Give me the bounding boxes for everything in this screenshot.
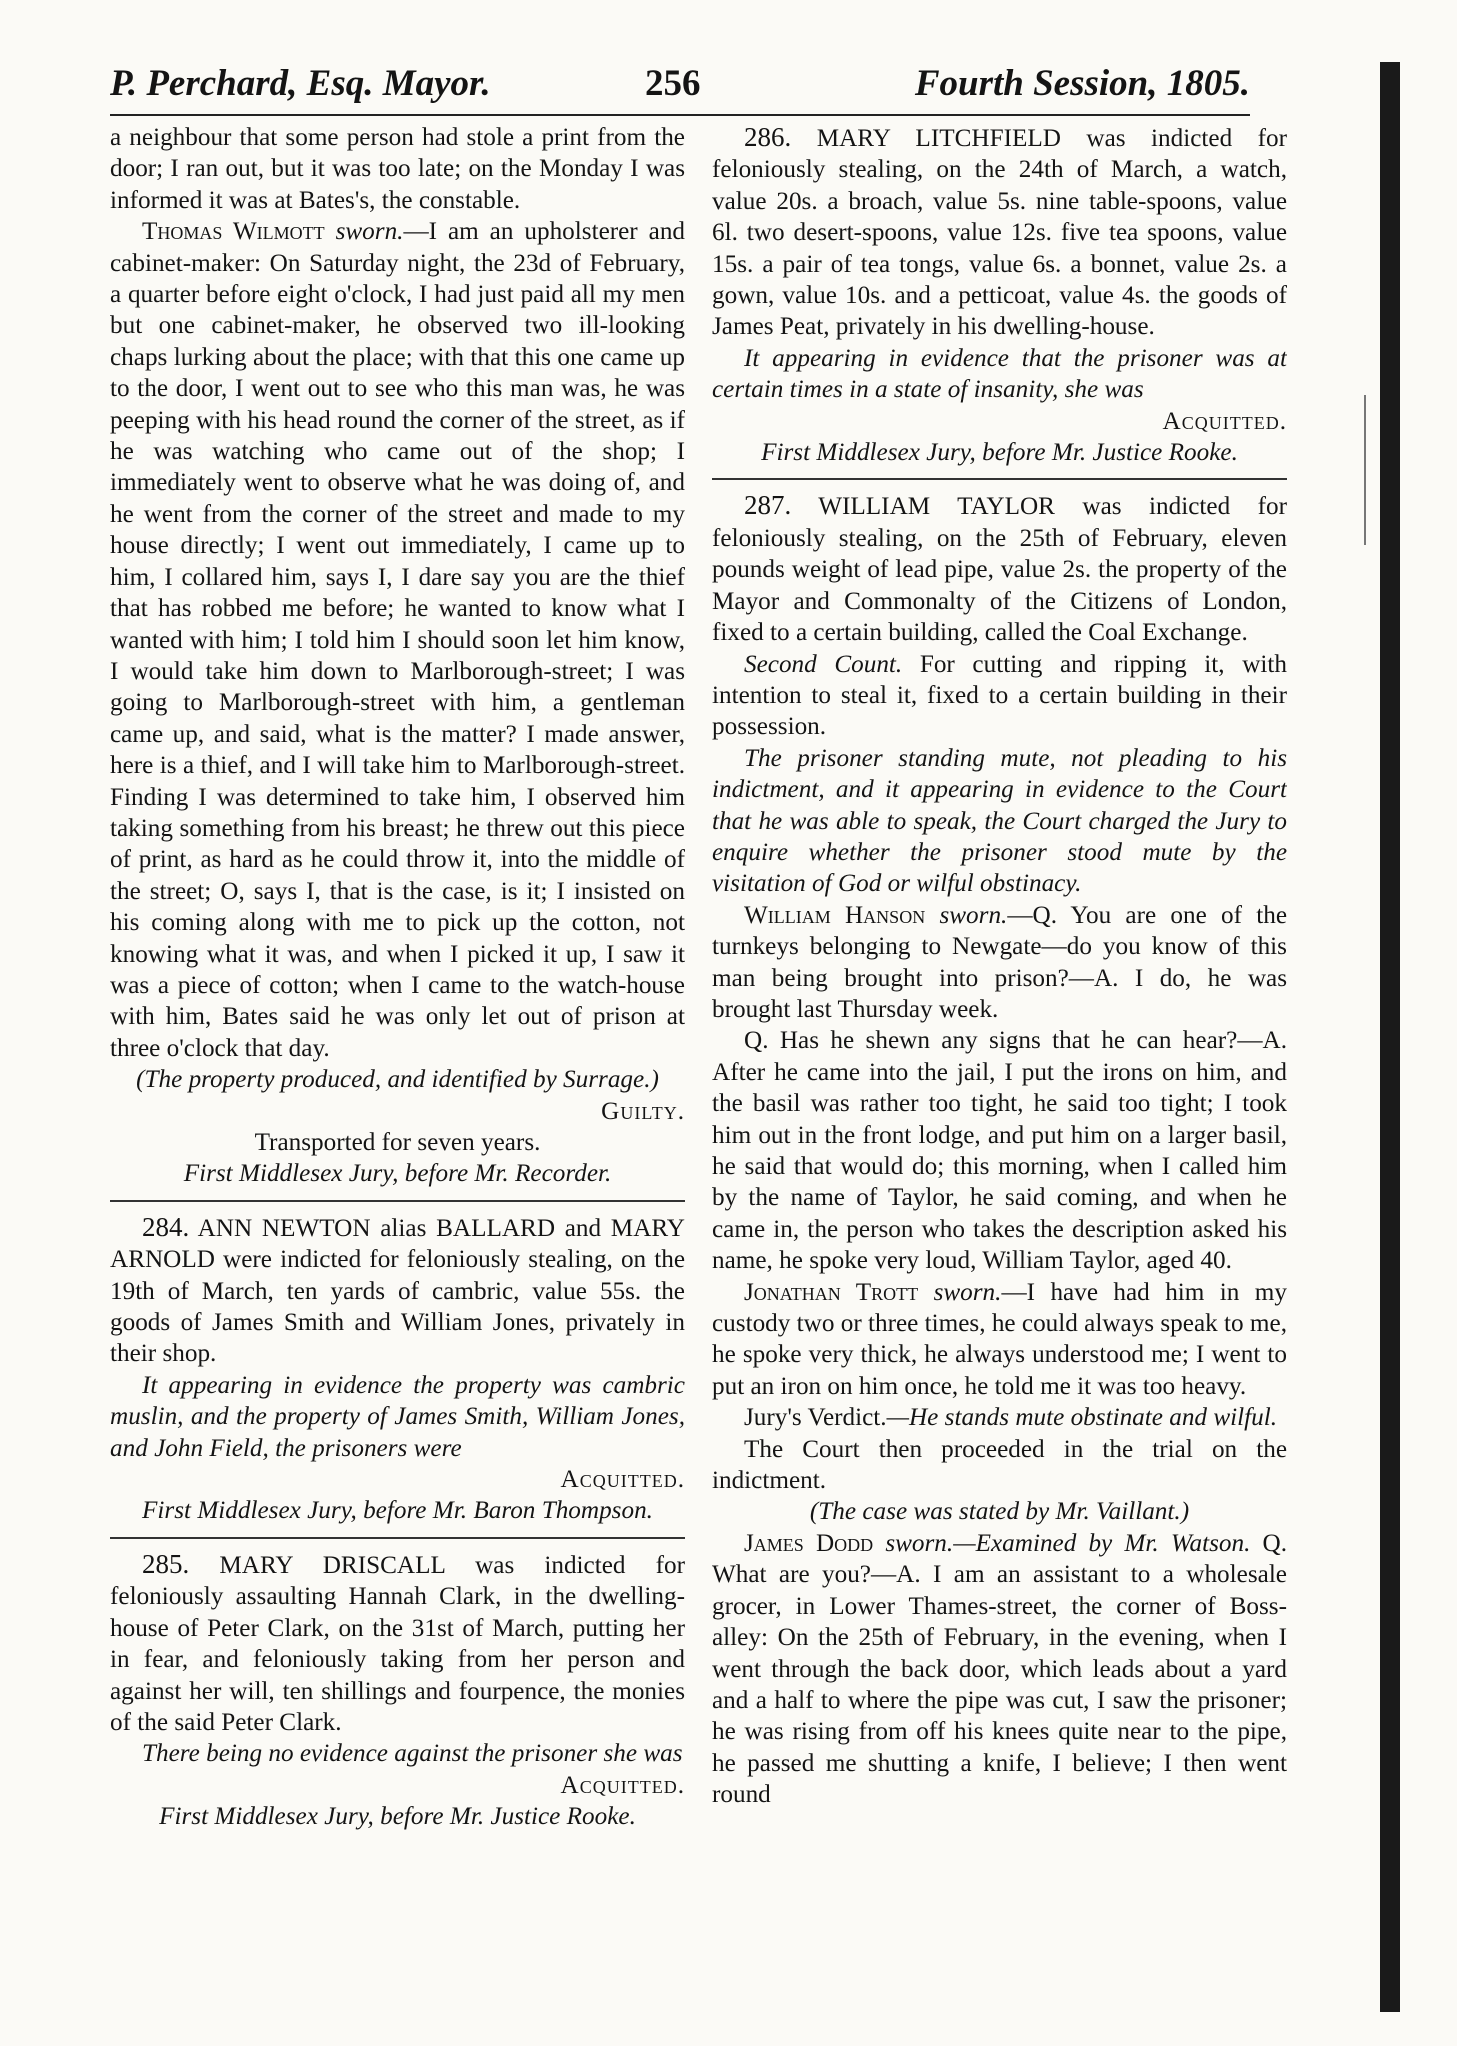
case-number: 285. [142,1548,190,1579]
testimony-text: Q. What are you?—A. I am an assistant to a wholesale grocer, in Lower Thames-street, the corner of Boss-alley: On the 25th of February, in the evening, when I went through the back door, which leads about a yard and a half to where the pipe was cut, I saw the prisoner; he was rising from off his knees quite near to the pipe, he passed me shutting a knife, I believe; I then went round [712,1529,1287,1809]
verdict-guilty: Guilty. [601,1097,685,1125]
evidence-note: It appearing in evidence the property was cambric muslin, and the property of James Smith, William Jones, and John Field, the prisoners were [110,1371,685,1462]
court-proceeded: The Court then proceeded in the trial on the indictment. [712,1435,1287,1495]
case-286 [712,122,1287,343]
jury-verdict-label: Jury's Verdict. [744,1404,887,1432]
evidence-note: It appearing in evidence that the prisoner was at certain times in a state of insanity, she was [712,344,1287,404]
testimony-hanson [712,900,1287,1026]
case-text: MARY LITCHFIELD was indicted for feloniously stealing, on the 24th of March, a watch, value 20s. a broach, value 5s. nine table-spoons, value 6l. two desert-spoons, value 12s. five tea spoons, value 15s. a pair of tea tongs, value 6s. a bonnet, value 2s. a gown, value 10s. and a petticoat, value 4s. the goods of James Peat, privately in his dwelling-house. [712,125,1287,341]
case-text: ANN NEWTON alias BALLARD and MARY ARNOLD were indicted for feloniously stealing, on the 19th of March, ten yards of cambric, value 55s. the goods of James Smith and William Jones, privately in their shop. [110,1214,685,1368]
examined-by: —Examined by Mr. Watson. [953,1529,1251,1557]
verdict-acquitted: Acquitted. [1162,407,1287,435]
left-column [110,122,685,2022]
mute-note: The prisoner standing mute, not pleading to his indictment, and it appearing in evidence to the Court that he was able to speak, the Court charged the Jury to enquire whether the prisoner stood mute by the visitation of God or wilful obstinacy. [712,744,1287,898]
page-header [110,62,1250,114]
testimony-wilmott [110,216,685,1064]
witness-name: William Hanson [744,901,926,929]
scan-edge-mark [1364,395,1374,545]
testimony-dodd [712,1528,1287,1811]
jury-line: First Middlesex Jury, before Mr. Justice Rooke. [761,439,1238,467]
case-287 [712,490,1287,648]
paragraph-continuation: a neighbour that some person had stole a print from the door; I ran out, but it was too late; on the Monday I was informed it was at Bates's, the constable. [110,124,685,214]
sworn-label: sworn. [885,1529,954,1557]
sworn-label: sworn. [335,218,404,246]
testimony-text: —I have had him in my custody two or three times, he could always speak to me, he spoke very thick, he always understood me; I went to put an iron on him once, he told me it was too heavy. [712,1278,1287,1400]
testimony-trott [712,1277,1287,1403]
case-text: MARY DRISCALL was indicted for feloniously assaulting Hannah Clark, in the dwelling-house of Peter Clark, on the 31st of March, putting her in fear, and feloniously taking from her person and against her will, ten shillings and fourpence, the monies of the said Peter Clark. [110,1551,685,1736]
sworn-label: sworn. [933,1278,1002,1306]
header-mayor: P. Perchard, Esq. Mayor. [110,63,491,104]
header-rule [110,114,1250,116]
case-number: 287. [744,490,792,521]
witness-name: Jonathan Trott [744,1278,919,1306]
jury-line: First Middlesex Jury, before Mr. Justice Rooke. [159,1803,636,1831]
sworn-label: sworn. [939,901,1008,929]
testimony-text: —Q. You are one of the turnkeys belonging to Newgate—do you know of this man being brought into prison?—A. I do, he was brought last Thursday week. [712,901,1287,1023]
jury-verdict [712,1402,1287,1433]
verdict-acquitted: Acquitted. [560,1466,685,1494]
property-note: (The property produced, and identified by Surrage.) [136,1066,659,1094]
verdict-acquitted: Acquitted. [560,1771,685,1799]
testimony-hanson-q2: Q. Has he shewn any signs that he can hear?—A. After he came into the jail, I put the irons on him, and the basil was rather too tight, he said too tight; I took him out in the front lodge, and put him on a larger basil, he said that would do; this morning, when I called him by the name of Taylor, he said coming, and when he came in, the person who takes the description asked his name, he spoke very loud, William Taylor, aged 40. [712,1027,1287,1275]
case-number: 284. [142,1211,190,1242]
page-number: 256 [645,63,701,104]
jury-verdict-text: —He stands mute obstinate and wilful. [886,1404,1277,1432]
second-count-text: For cutting and ripping it, with intention to steal it, fixed to a certain building in their possession. [712,650,1287,741]
evidence-note: There being no evidence against the prisoner she was [142,1740,683,1768]
case-separator [712,478,1287,480]
second-count-label: Second Count. [744,650,903,678]
case-text: WILLIAM TAYLOR was indicted for feloniously stealing, on the 25th of February, eleven pounds weight of lead pipe, value 2s. the property of the Mayor and Commonalty of the Citizens of London, fixed to a certain building, called the Coal Exchange. [712,493,1287,647]
jury-line: First Middlesex Jury, before Mr. Recorder. [183,1160,612,1188]
second-count [712,649,1287,743]
case-284 [110,1212,685,1370]
sentence: Transported for seven years. [254,1129,541,1156]
witness-name: Thomas Wilmott [142,218,325,246]
witness-name: James Dodd [744,1529,874,1557]
case-separator [110,1537,685,1539]
jury-line: First Middlesex Jury, before Mr. Baron Thompson. [142,1497,653,1525]
header-session: Fourth Session, 1805. [914,63,1250,104]
case-stated-note: (The case was stated by Mr. Vaillant.) [809,1498,1190,1526]
case-separator [110,1200,685,1202]
scan-edge-bar [1380,62,1400,2012]
case-285 [110,1549,685,1738]
case-number: 286. [744,122,792,152]
right-column [712,122,1287,2022]
testimony-text: —I am an upholsterer and cabinet-maker: On Saturday night, the 23d of February, a quarter before eight o'clock, I had just paid all my men but one cabinet-maker, he observed two ill-looking chaps lurking about the place; with that this one came up to the door, I went out to see who this man was, he was peeping with his head round the corner of the street, as if he was watching who came out of the shop; I immediately went to observe what he was doing of, and he went from the corner of the street and made to my house directly; I went out immediately, I came up to him, I collared him, says I, I dare say you are the thief that has robbed me before; he wanted to know what I wanted with him; I told him I should soon let him know, I would take him down to Marlborough-street; I was going to Marlborough-street with him, a gentleman came up, and said, what is the matter? I made answer, here is a thief, and I will take him to Marlborough-street. Finding I was determined to take him, I observed him taking something from his breast; he threw out this piece of print, as hard as he could throw it, into the middle of the street; O, says I, that is the case, is it; I insisted on his coming along with me to pick up the cotton, not knowing what it was, and when I picked it up, I saw it was a piece of cotton; when I came to the watch-house with him, Bates said he was only let out of prison at three o'clock that day. [110,218,685,1062]
